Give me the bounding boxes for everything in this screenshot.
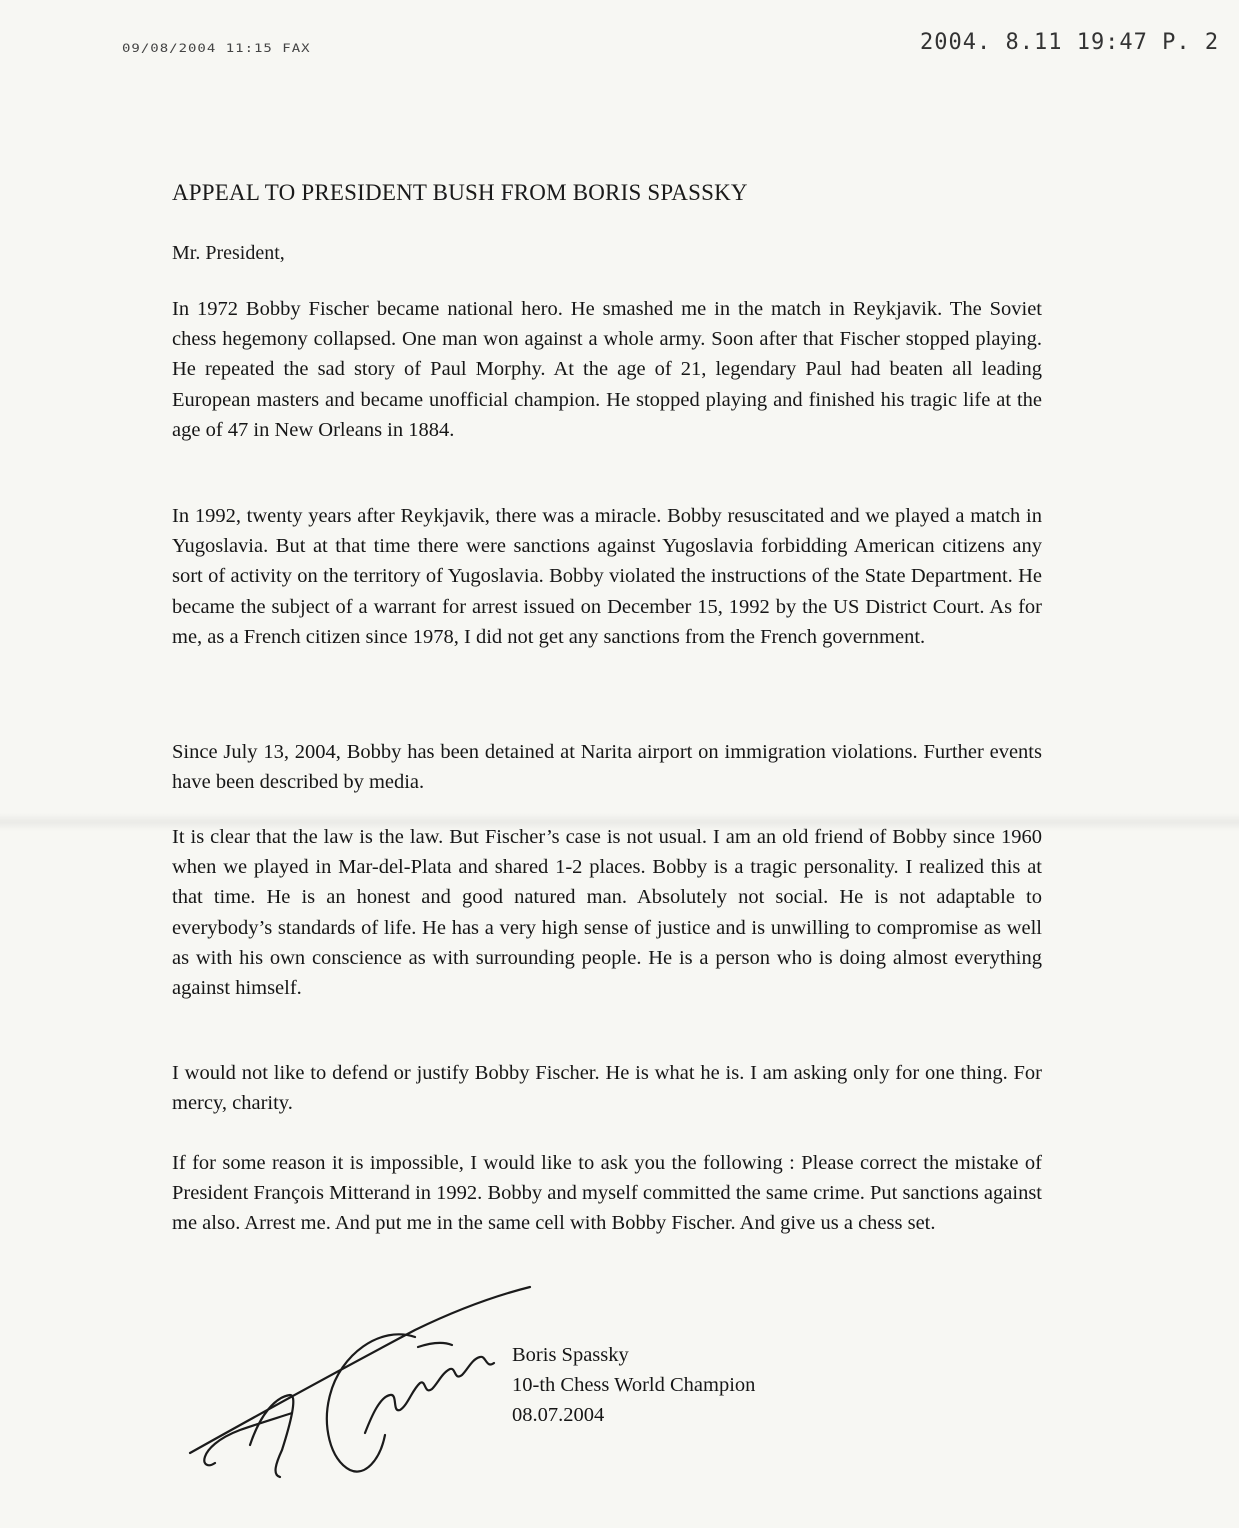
fax-page-stamp: 2004. 8.11 19:47 P. 2: [920, 30, 1220, 55]
paragraph: If for some reason it is impossible, I would like to ask you the following : Please correct the mistake of President François Mitterand in 1992. Bobby and myself committed the same crime. Put sanctions against me also. Arrest me. And put me in the same cell with Bobby Fischer. And give us a chess set.: [172, 1152, 1042, 1235]
signature-block: [512, 1340, 755, 1430]
signature-date: 08.07.2004: [512, 1404, 605, 1426]
paragraph: In 1972 Bobby Fischer became national hero. He smashed me in the match in Reykjavik. The Soviet chess hegemony collapsed. One man won against a whole army. Soon after that Fischer stopped playing. He repeated the sad story of Paul Morphy. At the age of 21, legendary Paul had beaten all leading European masters and became unofficial champion. He stopped playing and finished his tragic life at the age of 47 in New Orleans in 1884.: [172, 298, 1042, 441]
signer-title: 10-th Chess World Champion: [512, 1374, 756, 1396]
letter-title: APPEAL TO PRESIDENT BUSH FROM BORIS SPASSKY: [172, 180, 748, 205]
paragraph: I would not like to defend or justify Bobby Fischer. He is what he is. I am asking only for one thing. For mercy, charity.: [172, 1062, 1042, 1115]
handwritten-signature: [180, 1285, 550, 1485]
fax-header-timestamp: 09/08/2004 11:15 FAX: [122, 42, 311, 56]
salutation: Mr. President,: [172, 242, 285, 264]
paragraph: Since July 13, 2004, Bobby has been detained at Narita airport on immigration violations. Further events have been described by media.: [172, 741, 1042, 794]
signer-name: Boris Spassky: [512, 1344, 629, 1366]
paragraph: In 1992, twenty years after Reykjavik, there was a miracle. Bobby resuscitated and we played a match in Yugoslavia. But at that time there were sanctions against Yugoslavia forbidding American citizens any sort of activity on the territory of Yugoslavia. Bobby violated the instructions of the State Department. He became the subject of a warrant for arrest issued on December 15, 1992 by the US District Court. As for me, as a French citizen since 1978, I did not get any sanctions from the French government.: [172, 505, 1042, 648]
paragraph: It is clear that the law is the law. But Fischer’s case is not usual. I am an old friend of Bobby since 1960 when we played in Mar-del-Plata and shared 1-2 places. Bobby is a tragic personality. I realized this at that time. He is an honest and good natured man. Absolutely not social. He is not adaptable to everybody’s standards of life. He has a very high sense of justice and is unwilling to compromise as well as with his own conscience as with surrounding people. He is a person who is doing almost everything against himself.: [172, 826, 1042, 1000]
